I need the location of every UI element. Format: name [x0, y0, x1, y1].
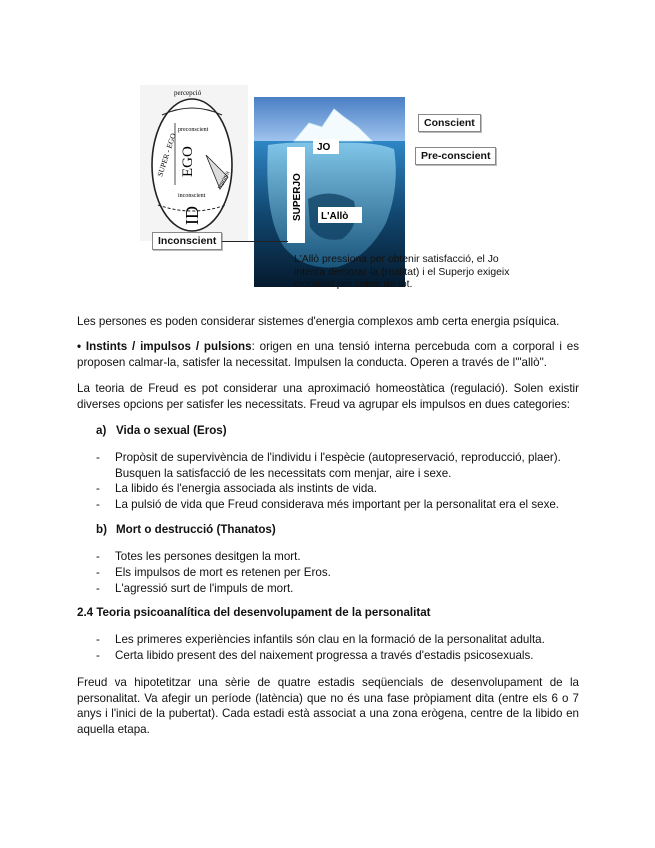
dash-bullet: - [96, 498, 100, 511]
dash-bullet: - [96, 582, 100, 595]
inconscient-pointer [152, 232, 222, 250]
heading-eros-letter: a) [96, 424, 107, 437]
paragraph-energy: Les persones es poden considerar sistemes d'energia complexos amb certa energia psíquica. [77, 315, 560, 328]
figure-caption: L'Allò pressiona per obtenir satisfacció, el Jo intenta demorar-la (realitat) i el Superjo exigeix moralitat per sobre de tot. [294, 254, 510, 291]
dash-bullet: - [96, 451, 100, 464]
dash-bullet: - [96, 649, 100, 662]
section-title-2-4: 2.4 Teoria psicoanalítica del desenvolupament de la personalitat [77, 606, 431, 619]
allo-label: L'Allò [321, 211, 349, 222]
dash-bullet: - [96, 550, 100, 563]
dash-bullet: - [96, 566, 100, 579]
list-item [96, 481, 580, 497]
inconscient-label: Inconscient [152, 232, 222, 250]
preconscient-label: Pre-conscient [415, 147, 496, 165]
development-item-2: Certa libido present des del naixement progressa a través d'estadis psicosexuals. [115, 649, 534, 662]
development-item-1: Les primeres experiències infantils són clau en la formació de la personalitat adulta. [115, 633, 545, 646]
inconscient-line [222, 241, 288, 242]
list-item [96, 581, 580, 597]
drawing-repressed: reprimit [216, 170, 232, 190]
list-item [96, 632, 580, 648]
list-item [96, 549, 580, 565]
drawing-superego: SUPER - EGO [155, 132, 178, 178]
drawing-unconscious: inconscient [178, 193, 206, 199]
eros-item-2: La libido és l'energia associada als instints de vida. [115, 482, 377, 495]
drawing-id: ID [182, 206, 202, 225]
thanatos-item-3: L'agressió surt de l'impuls de mort. [115, 582, 294, 595]
homeostatic-text: La teoria de Freud es pot considerar una aproximació homeostàtica (regulació). Solen existir diverses opcions per satisfer les necessitats. Freud va agrupar els impulsos en dues categories: [77, 382, 579, 411]
eros-item-1: Propòsit de supervivència de l'individu i l'espècie (autopreservació, reproducció, plaer). Busquen la satisfacció de les necessitats com menjar, aire i sexe. [115, 451, 561, 480]
heading-thanatos [96, 523, 276, 536]
heading-thanatos-letter: b) [96, 523, 107, 536]
freud-model-figure [0, 0, 655, 300]
heading-eros [96, 424, 227, 437]
instincts-bold-term: • Instints / impulsos / pulsions [77, 340, 252, 353]
dash-bullet: - [96, 482, 100, 495]
eros-item-3: La pulsió de vida que Freud considerava més important per la personalitat era el sexe. [115, 498, 560, 511]
drawing-preconscious: preconscient [178, 127, 209, 133]
list-item [96, 565, 580, 581]
paragraph-stages [77, 675, 579, 737]
stages-text: Freud va hipotetitzar una sèrie de quatre estadis seqüencials de desenvolupament de la personalitat. Va afegir un període (latència) que no és una fase pròpiament dita (entre els 6 o 7 anys i l'inici de la pubertat). Cada estadi està associat a una zona erògena, centre de la libido en aquella etapa. [77, 676, 579, 736]
drawing-top-label: percepció [174, 89, 202, 97]
heading-thanatos-title: Mort o destrucció (Thanatos) [116, 523, 276, 536]
heading-eros-title: Vida o sexual (Eros) [116, 424, 227, 437]
paragraph-homeostatic [77, 381, 579, 412]
list-item [96, 450, 580, 481]
drawing-ego: EGO [180, 146, 196, 177]
thanatos-item-1: Totes les persones desitgen la mort. [115, 550, 301, 563]
list-item [96, 497, 580, 513]
ego-id-drawing [140, 85, 248, 241]
superjo-label: SUPERJO [292, 173, 303, 221]
list-item [96, 648, 580, 664]
thanatos-item-2: Els impulsos de mort es retenen per Eros. [115, 566, 331, 579]
conscient-label: Conscient [418, 114, 481, 132]
instincts-definition: : origen en una tensió interna percebuda com a corporal i es proposen calmar-la, satisfer la necessitat. Impulsen la conducta. Operen a través de l'"allò". [77, 340, 579, 369]
jo-label: JO [317, 142, 331, 153]
paragraph-instincts [77, 339, 579, 370]
dash-bullet: - [96, 633, 100, 646]
